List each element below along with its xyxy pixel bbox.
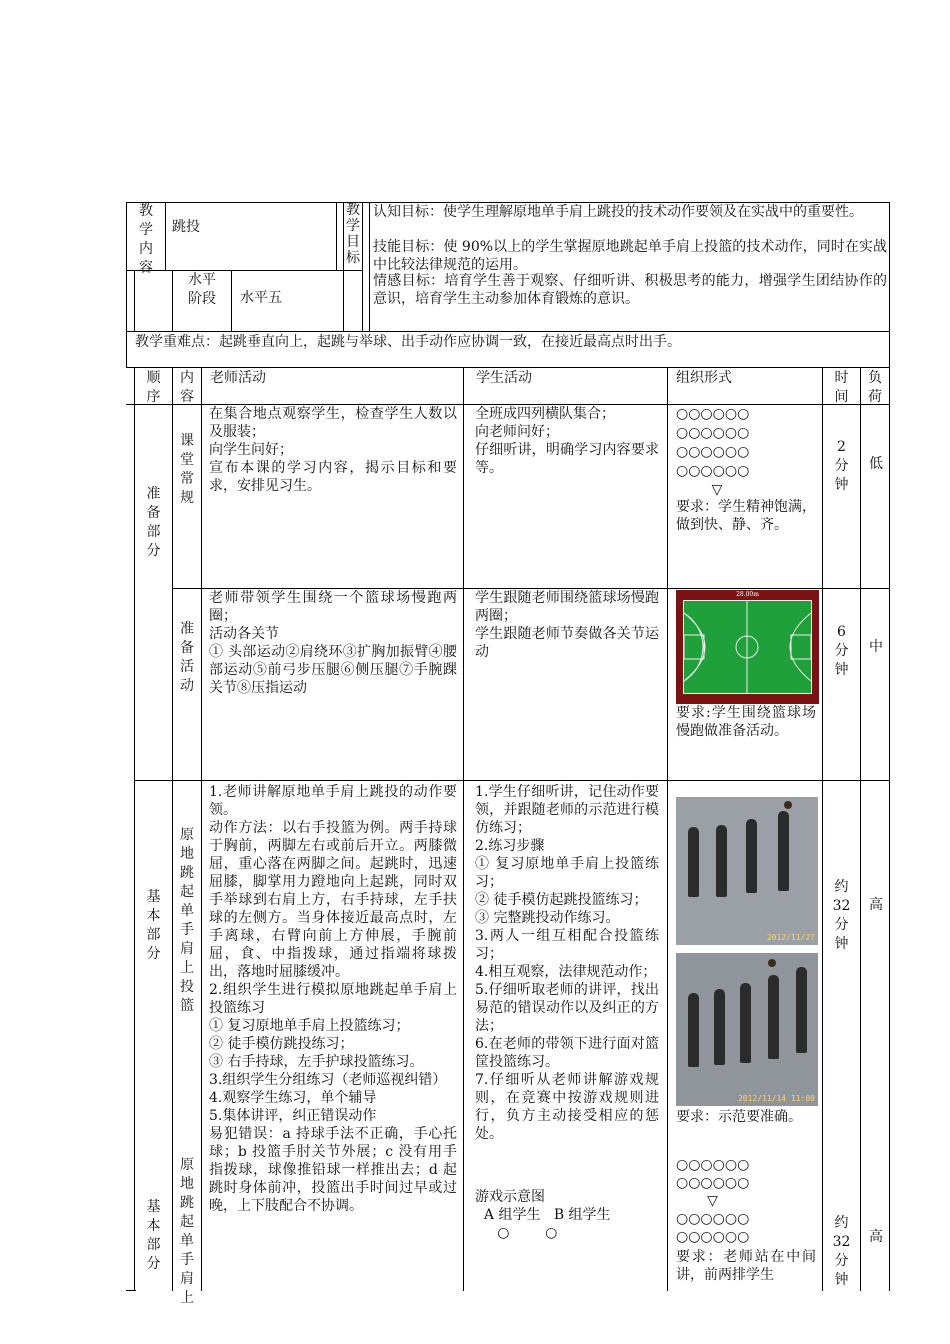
game-circles: ○ ○ [475, 1225, 558, 1241]
level-value: 水平五 [240, 290, 282, 306]
r3-student: 1.学生仔细听讲，记住动作要领，并跟随老师的示范进行模仿练习； 2.练习步骤 ① 复习原地单手肩上投篮练习； ② 徒手模仿起跳投篮练习； ③ 完整跳投动作练习。 3.两人一组互相配合投篮练习； 4.相互观察，法律规范动作； 5.仔细听取老师的讲评，找出易范的错误动作以及纠正的方法； 6.在老师的带领下进行面对篮筐投篮练习。 7.仔细听从老师讲解游戏规则，在竞赛中按游戏规则进行，负方主动接受相应的惩处。 [475, 784, 659, 1142]
game-groups: A 组学生 B 组学生 [475, 1207, 611, 1223]
r1-content: 课 堂 常 规 [180, 433, 194, 506]
r3-load: 高 [869, 897, 883, 913]
header-order: 顺 序 [146, 370, 161, 405]
jump-shot-photo-1 [676, 797, 818, 945]
r1-time: 2 分 钟 [834, 439, 849, 493]
r2-load: 中 [869, 639, 883, 655]
r4-org-req: 要求：老师站在中间讲，前两排学生 [676, 1249, 816, 1283]
game-title: 游戏示意图 [475, 1189, 545, 1205]
r3-org-req: 要求：示范要准确。 [676, 1109, 802, 1125]
header-load: 负 荷 [868, 370, 882, 405]
goal-label: 教 学 目 标 [346, 202, 360, 266]
header-time: 时 间 [834, 370, 849, 405]
r1-load: 低 [869, 456, 883, 472]
r2-org-req: 要求:学生围绕篮球场慢跑做准备活动。 [676, 705, 816, 739]
r2-content: 准 备 活 动 [180, 621, 194, 694]
r2-student: 学生跟随老师围绕篮球场慢跑两圈； 学生跟随老师节奏做各关节运动 [475, 590, 659, 660]
r4-section-label: 基 本 部 分 [146, 1199, 161, 1272]
r1-org-req: 要求：学生精神饱满，做到快、静、齐。 [676, 499, 816, 533]
r1-formation: ○○○○○○ ○○○○○○ ○○○○○○ ○○○○○○ ▽ [676, 406, 750, 498]
prep-section-label: 准 备 部 分 [146, 486, 161, 559]
r4-formation: ○○○○○○ ○○○○○○ ▽ ○○○○○○ ○○○○○○ [676, 1157, 750, 1245]
basic-section-label: 基 本 部 分 [146, 889, 161, 962]
r3-time: 约 32 分 钟 [832, 879, 851, 952]
content-label: 教 学 内 容 [139, 203, 153, 276]
r1-student: 全班成四列横队集合； 向老师问好； 仔细听讲，明确学习内容要求等。 [475, 406, 659, 476]
r4-load: 高 [869, 1229, 883, 1245]
r3-teacher: 1.老师讲解原地单手肩上跳投的动作要领。 动作方法：以右手投篮为例。两手持球于胸前，两脚左右或前后开立。两膝微屈，重心落在两脚之间。起跳时，迅速屈膝，脚掌用力蹬地向上起跳，同时双手举球到右肩上方，右手持球，左手扶球的左侧方。当身体接近最高点时，左手离球，右臂向前上方伸展，手腕前屈，食、中指拨球，通过指端将球拨出，落地时屈膝缓冲。 2.组织学生进行模拟原地跳起单手肩上投篮练习 ① 复习原地单手肩上投篮练习； ② 徒手模仿跳投练习； ③ 右手持球，左手护球投篮练习。 3.组织学生分组练习（老师巡视纠错） 4.观察学生练习，单个辅导 5.集体讲评，纠正错误动作 易犯错误：a 持球手法不正确，手心托球；b 投篮手肘关节外展；c 没有用手指拨球，球像推铅球一样推出去；d 起跳时身体前冲，投篮出手时间过早或过晚，上下肢配合不协调。 [209, 784, 457, 1214]
court-dimension-label: 28.00m [736, 591, 759, 598]
r2-teacher: 老师带领学生围绕一个篮球场慢跑两圈； 活动各关节 ① 头部运动②肩绕环③扩胸加振臂④腰部运动⑤前弓步压腿⑥侧压腿⑦手腕踝关节⑧压指运动 [209, 590, 457, 696]
jump-shot-photo-2 [676, 953, 818, 1106]
r3-content: 原 地 跳 起 单 手 肩 上 投 篮 [180, 827, 194, 1014]
goal-skill: 技能目标：使 90%以上的学生掌握原地跳起单手肩上投篮的技术动作，同时在实战中比较法律规范的运用。 [373, 239, 887, 273]
basketball-court-diagram [676, 590, 819, 704]
goal-emotion: 情感目标：培育学生善于观察、仔细听讲、积极思考的能力，增强学生团结协作的意识，培育学生主动参加体育锻炼的意识。 [373, 273, 887, 307]
header-org: 组织形式 [676, 370, 732, 386]
r2-time: 6 分 钟 [834, 624, 849, 678]
content-value: 跳投 [172, 219, 200, 235]
level-label: 水平 阶段 [188, 272, 216, 307]
r4-content: 原 地 跳 起 单 手 肩 上 [180, 1157, 194, 1306]
r1-teacher: 在集合地点观察学生，检查学生人数以及服装； 向学生问好； 宣布本课的学习内容，揭示目标和要求，安排见习生。 [209, 406, 457, 494]
key-points: 教学重难点：起跳垂直向上，起跳与举球、出手动作应协调一致，在接近最高点时出手。 [135, 334, 681, 350]
header-content: 内 容 [180, 370, 194, 405]
goal-cognitive: 认知目标：使学生理解原地单手肩上跳投的技术动作要领及在实战中的重要性。 [373, 204, 863, 220]
header-teacher: 老师活动 [210, 370, 266, 386]
r4-time: 约 32 分 钟 [832, 1215, 851, 1288]
photo2-stamp: 2012/11/14 11:00 [737, 1094, 815, 1103]
header-student: 学生活动 [476, 370, 532, 386]
photo1-stamp: 2012/11/27 [766, 933, 815, 942]
